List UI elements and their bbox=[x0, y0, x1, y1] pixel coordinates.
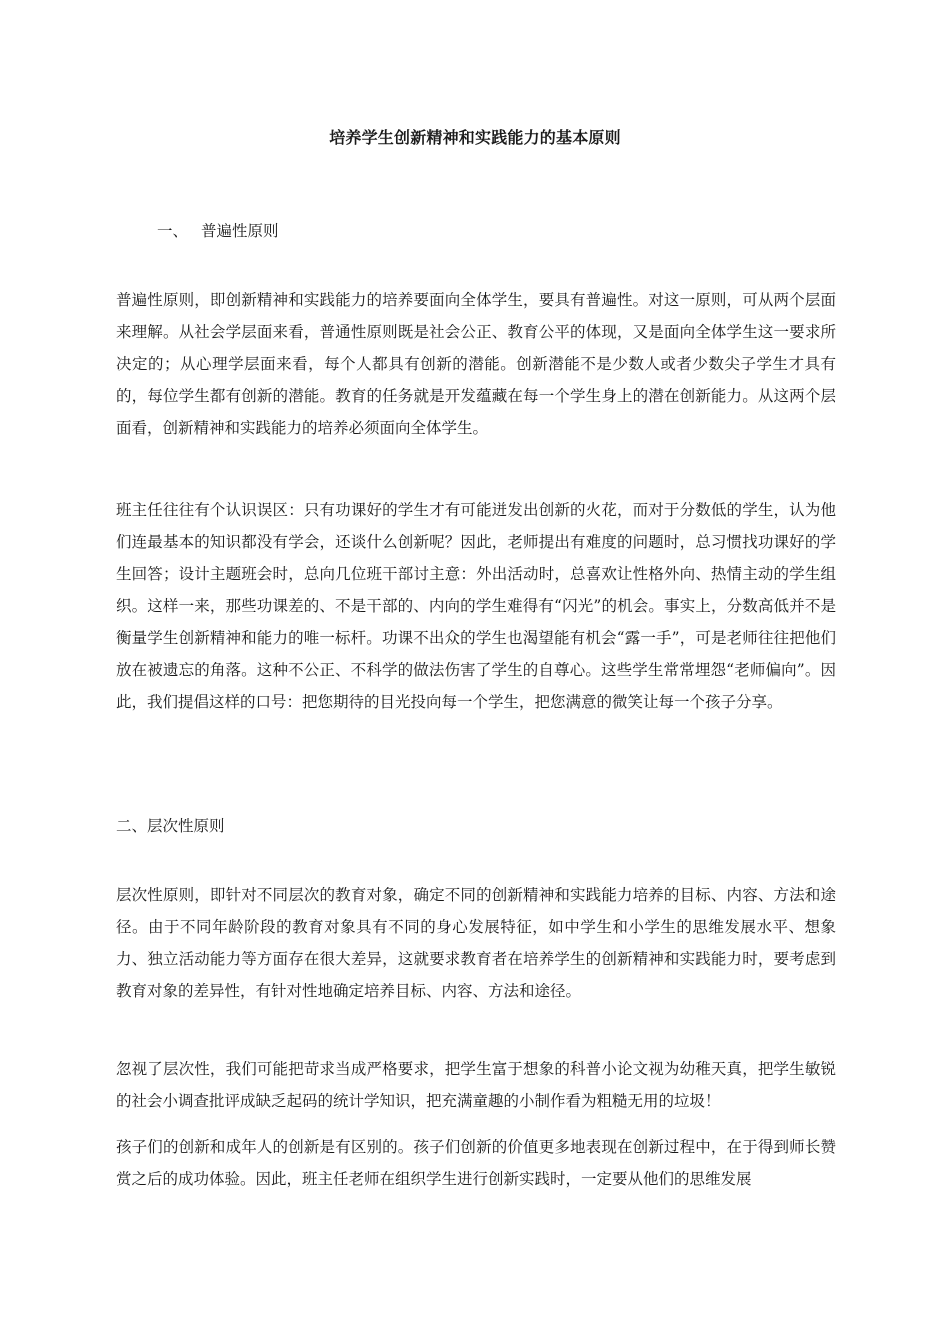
section-heading-universality bbox=[157, 219, 279, 243]
paragraph: 层次性原则，即针对不同层次的教育对象，确定不同的创新精神和实践能力培养的目标、内容、方法和途径。由于不同年龄阶段的教育对象具有不同的身心发展特征，如中学生和小学生的思维发展水平、想象力、独立活动能力等方面存在很大差异，这就要求教育者在培养学生的创新精神和实践能力时，要考虑到教育对象的差异性，有针对性地确定培养目标、内容、方法和途径。 bbox=[116, 886, 836, 1000]
paragraph: 普遍性原则，即创新精神和实践能力的培养要面向全体学生，要具有普遍性。对这一原则，可从两个层面来理解。从社会学层面来看，普通性原则既是社会公正、教育公平的体现，又是面向全体学生这一要求所决定的；从心理学层面来看，每个人都具有创新的潜能。创新潜能不是少数人或者少数尖子学生才具有的，每位学生都有创新的潜能。教育的任务就是开发蕴藏在每一个学生身上的潜在创新能力。从这两个层面看，创新精神和实践能力的培养必须面向全体学生。 bbox=[116, 291, 836, 437]
paragraph: 忽视了层次性，我们可能把苛求当成严格要求，把学生富于想象的科普小论文视为幼稚天真，把学生敏锐的社会小调查批评成缺乏起码的统计学知识，把充满童趣的小制作看为粗糙无用的垃圾！ bbox=[116, 1060, 836, 1110]
document-title: 培养学生创新精神和实践能力的基本原则 bbox=[329, 128, 621, 147]
section-number: 一、 bbox=[157, 222, 189, 240]
paragraph: 孩子们的创新和成年人的创新是有区别的。孩子们创新的价值更多地表现在创新过程中，在于得到师长赞赏之后的成功体验。因此，班主任老师在组织学生进行创新实践时，一定要从他们的思维发展 bbox=[116, 1138, 836, 1188]
paragraph: 班主任往往有个认识误区：只有功课好的学生才有可能迸发出创新的火花，而对于分数低的学生，认为他们连最基本的知识都没有学会，还谈什么创新呢？因此，老师提出有难度的问题时，总习惯找功课好的学生回答；设计主题班会时，总向几位班干部讨主意：外出活动时，总喜欢让性格外向、热情主动的学生组织。这样一来，那些功课差的、不是干部的、内向的学生难得有“闪光”的机会。事实上，分数高低并不是衡量学生创新精神和能力的唯一标杆。功课不出众的学生也渴望能有机会“露一手”，可是老师往往把他们放在被遗忘的角落。这种不公正、不科学的做法伤害了学生的自尊心。这些学生常常埋怨“老师偏向”。因此，我们提倡这样的口号：把您期待的目光投向每一个学生，把您满意的微笑让每一个孩子分享。 bbox=[116, 501, 836, 711]
section-heading-hierarchy: 二、层次性原则 bbox=[116, 817, 225, 835]
section-heading-text: 普遍性原则 bbox=[201, 222, 279, 240]
